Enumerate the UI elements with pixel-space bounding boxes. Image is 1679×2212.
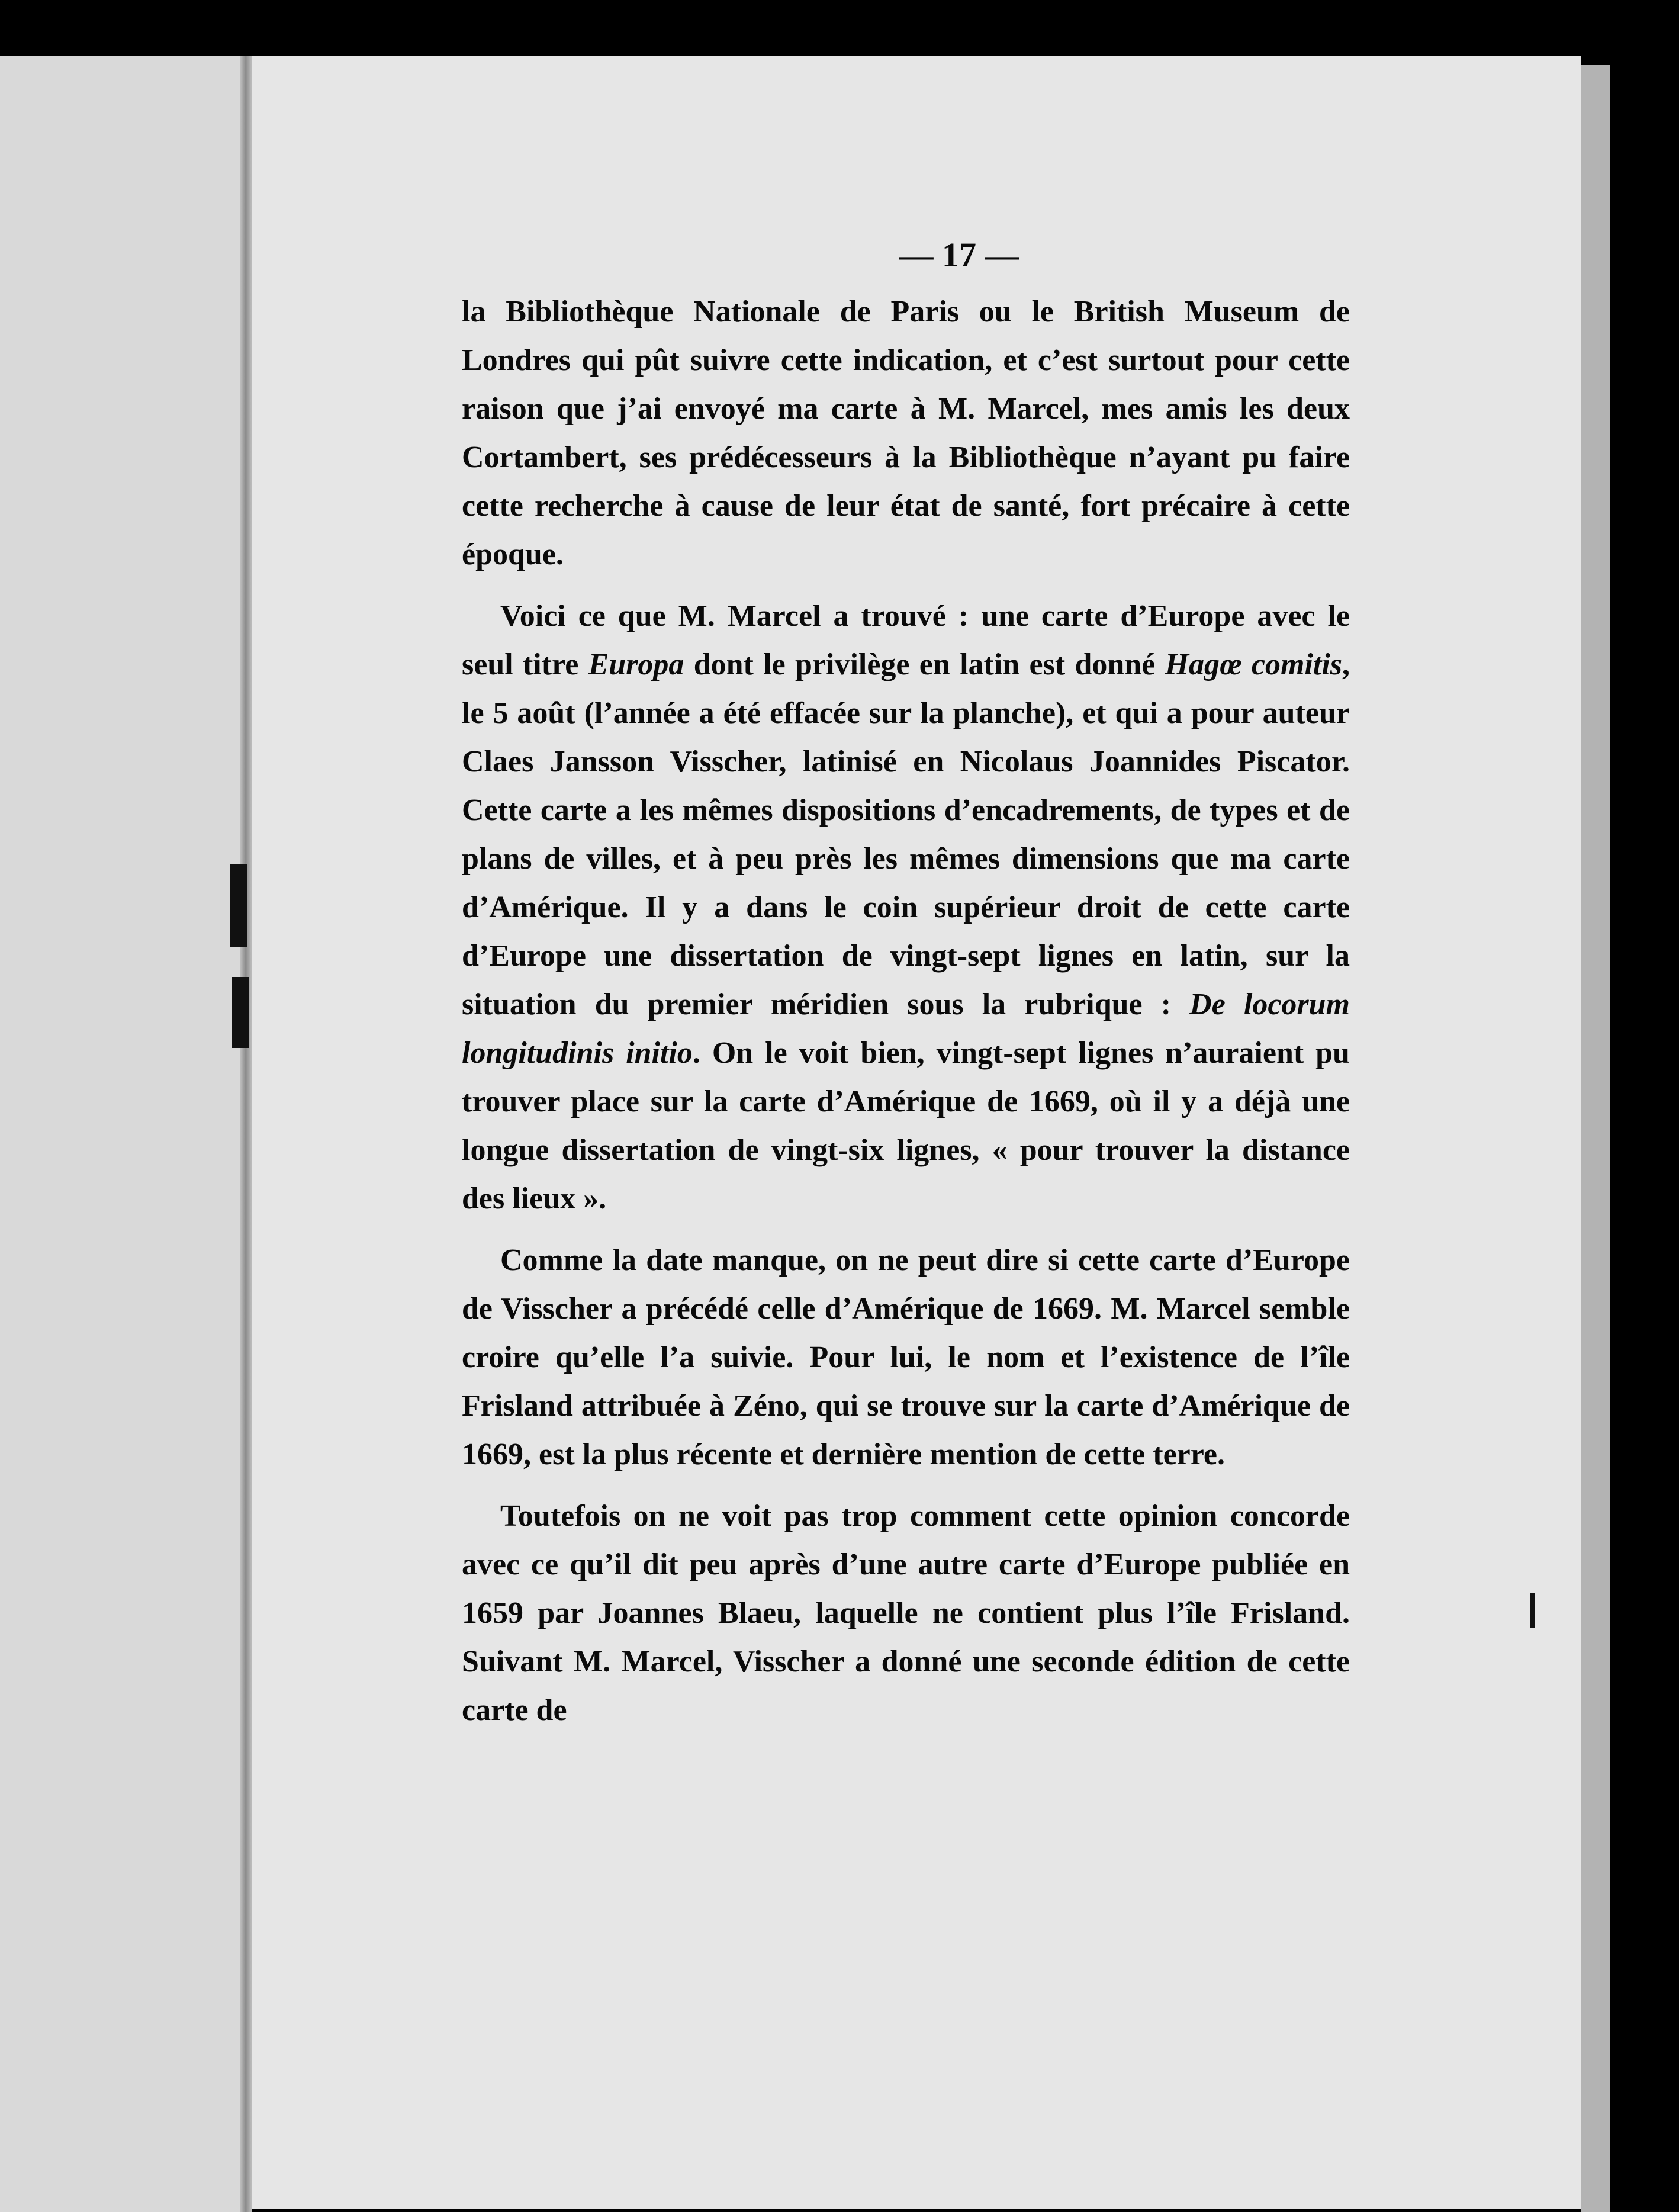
italic-phrase: Hagœ comitis — [1165, 648, 1342, 681]
spine-mark — [232, 977, 249, 1048]
book-gutter — [240, 56, 252, 2212]
left-page — [0, 56, 240, 2212]
italic-title: Europa — [588, 648, 684, 681]
paragraph-1 — [462, 288, 1350, 579]
paragraph-text: , le 5 août (l’année a été effacée sur la planche), et qui a pour auteur Claes Jansson Visscher, latinisé en Nicolaus Joannides Piscator. Cette carte a les mêmes dispositions d’encadrements, de types et de plans de villes, et à peu près les mêmes dimensions que ma carte d’Amérique. Il y a dans le coin supérieur droit de cette carte d’Europe une dissertation de vingt-sept lignes en latin, sur la situation du premier méridien sous la rubrique : — [462, 648, 1350, 1021]
page-text — [462, 231, 1350, 1735]
edge-mark — [1530, 1593, 1535, 1628]
paragraph-text: Voici ce que M. Marcel a trouvé : une carte d’Europe avec le seul titre — [462, 599, 1350, 681]
paragraph-3 — [462, 1236, 1350, 1479]
spine-mark — [230, 864, 247, 947]
paragraph-2 — [462, 592, 1350, 1223]
paragraph-text: . On le voit bien, vingt-sept lignes n’auraient pu trouver place sur la carte d’Amérique de 1669, où il y a déjà une longue dissertation de vingt-six lignes, « pour trouver la distance des lieux ». — [462, 1036, 1350, 1216]
italic-rubric: De locorum longitudinis initio — [462, 988, 1350, 1070]
paragraph-text: Toutefois on ne voit pas trop comment cette opinion concorde avec ce qu’il dit peu après d’une autre carte d’Europe publiée en 1659 par Joannes Blaeu, laquelle ne contient plus l’île Frisland. Suivant M. Marcel, Visscher a donné une seconde édition de cette carte de — [462, 1499, 1350, 1727]
paragraph-text: Comme la date manque, on ne peut dire si cette carte d’Europe de Visscher a précédé celle d’Amérique de 1669. M. Marcel semble croire qu’elle l’a suivie. Pour lui, le nom et l’existence de l’île Frisland attribuée à Zéno, qui se trouve sur la carte d’Amérique de 1669, est la plus récente et dernière mention de cette terre. — [462, 1243, 1350, 1471]
page-edge — [1581, 65, 1610, 2212]
page-number: — 17 — — [899, 236, 1019, 274]
paragraph-4 — [462, 1492, 1350, 1735]
paragraph-text: la Bibliothèque Nationale de Paris ou le British Museum de Londres qui pût suivre cette indication, et c’est surtout pour cette raison que j’ai envoyé ma carte à M. Marcel, mes amis les deux Cortambert, ses prédécesseurs à la Bibliothèque n’ayant pu faire cette recherche à cause de leur état de santé, fort précaire à cette époque. — [462, 295, 1350, 571]
paragraph-text: dont le privilège en latin est donné — [684, 648, 1165, 681]
